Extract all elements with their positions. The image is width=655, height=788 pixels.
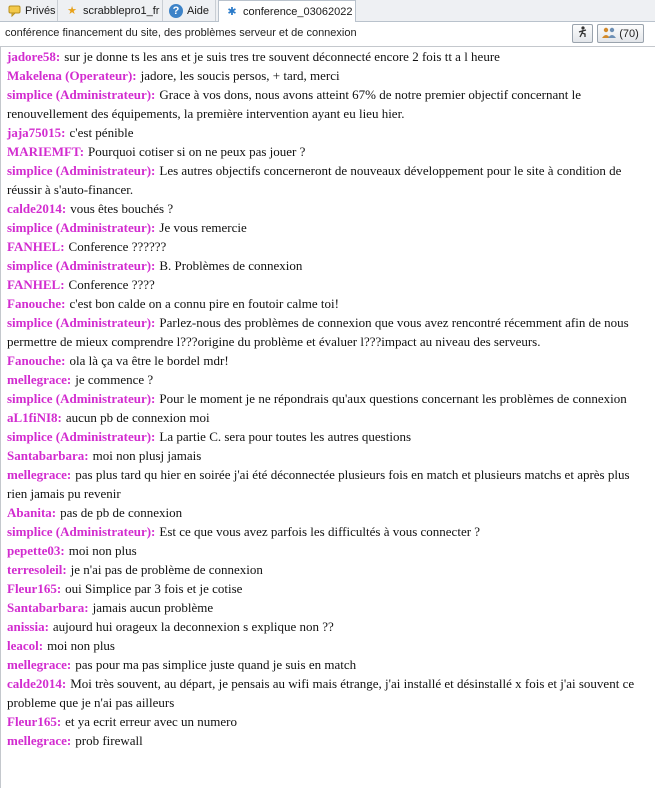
message-text: je n'ai pas de problème de connexion <box>70 562 263 577</box>
chat-message <box>1 275 655 294</box>
message-nick[interactable]: Fanouche: <box>7 353 66 368</box>
chat-message <box>1 66 655 85</box>
message-nick[interactable]: MARIEMFT: <box>7 144 85 159</box>
tab-conference[interactable] <box>218 0 356 22</box>
tab-label: Privés <box>25 4 56 17</box>
message-text: pas plus tard qu hier en soirée j'ai été déconnectée plusieurs fois en match et plusieurs matchs et après plus rien jamais pu revenir <box>7 467 630 501</box>
message-text: Les autres objectifs concerneront de nouveaux développement pour le site à condition de réussir à s'auto-financer. <box>7 163 622 197</box>
message-nick[interactable]: anissia: <box>7 619 49 634</box>
exit-icon <box>577 26 589 41</box>
tab-bar <box>0 0 655 22</box>
message-nick[interactable]: simplice (Administrateur): <box>7 258 156 273</box>
message-text: prob firewall <box>75 733 143 748</box>
message-nick[interactable]: Fleur165: <box>7 581 62 596</box>
tab-help[interactable] <box>164 0 216 21</box>
message-nick[interactable]: simplice (Administrateur): <box>7 524 156 539</box>
message-nick[interactable]: Makelena (Operateur): <box>7 68 137 83</box>
chat-message <box>1 503 655 522</box>
message-nick[interactable]: mellegrace: <box>7 657 72 672</box>
private-chat-icon <box>7 4 21 18</box>
message-nick[interactable]: simplice (Administrateur): <box>7 429 156 444</box>
message-nick[interactable]: terresoleil: <box>7 562 67 577</box>
users-list-button[interactable] <box>597 24 644 43</box>
message-text: Pour le moment je ne répondrais qu'aux questions concernant les problèmes de connexion <box>159 391 627 406</box>
chat-message <box>1 161 655 199</box>
message-nick[interactable]: FANHEL: <box>7 239 65 254</box>
pin-icon: ✱ <box>227 6 237 18</box>
chat-message <box>1 560 655 579</box>
message-text: jamais aucun problème <box>92 600 214 615</box>
leave-button[interactable] <box>572 24 593 43</box>
chat-message <box>1 731 655 750</box>
chat-message <box>1 389 655 408</box>
chat-message <box>1 427 655 446</box>
chat-message <box>1 142 655 161</box>
message-nick[interactable]: FANHEL: <box>7 277 65 292</box>
users-icon <box>602 27 616 41</box>
message-text: moi non plusj jamais <box>92 448 202 463</box>
message-text: pas pour ma pas simplice juste quand je suis en match <box>75 657 357 672</box>
chat-message <box>1 579 655 598</box>
chat-message <box>1 294 655 313</box>
chat-message <box>1 256 655 275</box>
chat-message <box>1 598 655 617</box>
message-text: aucun pb de connexion moi <box>65 410 210 425</box>
chat-message <box>1 47 655 66</box>
message-text: Parlez-nous des problèmes de connexion que vous avez rencontré récemment afin de nous permettre de mieux comprendre l???origine du problème et évaluer l???impact au niveau des serveurs. <box>7 315 629 349</box>
tab-label: conference_03062022 <box>243 5 353 18</box>
chat-message <box>1 237 655 256</box>
message-text: jadore, les soucis persos, + tard, merci <box>140 68 340 83</box>
message-text: Conference ?????? <box>68 239 167 254</box>
message-nick[interactable]: mellegrace: <box>7 372 72 387</box>
message-nick[interactable]: calde2014: <box>7 676 67 691</box>
help-icon: ? <box>169 4 183 18</box>
message-nick[interactable]: Abanita: <box>7 505 57 520</box>
tab-private[interactable] <box>2 0 58 21</box>
message-nick[interactable]: Santabarbara: <box>7 448 89 463</box>
message-nick[interactable]: simplice (Administrateur): <box>7 163 156 178</box>
message-nick[interactable]: Fanouche: <box>7 296 66 311</box>
chat-message <box>1 446 655 465</box>
message-text: vous êtes bouchés ? <box>70 201 174 216</box>
message-text: Est ce que vous avez parfois les difficultés à vous connecter ? <box>159 524 481 539</box>
tab-label: Aide <box>187 4 210 17</box>
message-text: Pourquoi cotiser si on ne peux pas jouer ? <box>88 144 306 159</box>
chat-message <box>1 655 655 674</box>
message-nick[interactable]: mellegrace: <box>7 733 72 748</box>
message-text: Conference ???? <box>68 277 155 292</box>
message-nick[interactable]: simplice (Administrateur): <box>7 391 156 406</box>
chat-message <box>1 522 655 541</box>
message-text: c'est bon calde on a connu pire en foutoir calme toi! <box>69 296 339 311</box>
chat-message <box>1 408 655 427</box>
message-nick[interactable]: simplice (Administrateur): <box>7 87 156 102</box>
chat-message <box>1 636 655 655</box>
message-text: Grace à vos dons, nous avons atteint 67% de notre premier objectif concernant le renouvellement des équipements, la première intervention ayant eu lieu hier. <box>7 87 582 121</box>
message-text: moi non plus <box>47 638 115 653</box>
message-nick[interactable]: calde2014: <box>7 201 67 216</box>
message-text: et ya ecrit erreur avec un numero <box>65 714 237 729</box>
message-text: aujourd hui orageux la deconnexion s explique non ?? <box>52 619 334 634</box>
message-text: sur je donne ts les ans et je suis tres tre souvent déconnecté encore 2 fois tt a l heure <box>64 49 500 64</box>
message-text: oui Simplice par 3 fois et je cotise <box>65 581 243 596</box>
chat-message <box>1 617 655 636</box>
chat-message <box>1 123 655 142</box>
message-text: Moi très souvent, au départ, je pensais au wifi mais étrange, j'ai installé et désinstallé x fois et j'ai souvent ce probleme que je n'ai pas ailleurs <box>7 676 635 710</box>
message-text: La partie C. sera pour toutes les autres questions <box>159 429 412 444</box>
chat-message <box>1 465 655 503</box>
tab-scrabblepro1-fr[interactable] <box>59 0 163 21</box>
message-nick[interactable]: simplice (Administrateur): <box>7 220 156 235</box>
message-text: B. Problèmes de connexion <box>159 258 303 273</box>
message-nick[interactable]: Fleur165: <box>7 714 62 729</box>
message-nick[interactable]: jaja75015: <box>7 125 66 140</box>
chat-message <box>1 199 655 218</box>
message-nick[interactable]: pepette03: <box>7 543 65 558</box>
tab-label: scrabblepro1_fr <box>83 4 160 17</box>
message-text: ola là ça va être le bordel mdr! <box>69 353 229 368</box>
chat-message <box>1 674 655 712</box>
chat-message <box>1 313 655 351</box>
message-text: je commence ? <box>75 372 154 387</box>
channel-topic: conférence financement du site, des problèmes serveur et de connexion <box>5 27 357 39</box>
message-text: pas de pb de connexion <box>60 505 183 520</box>
message-text: c'est pénible <box>69 125 134 140</box>
star-icon: ★ <box>67 5 77 17</box>
chat-log[interactable] <box>0 47 655 788</box>
message-text: moi non plus <box>68 543 137 558</box>
chat-message <box>1 351 655 370</box>
message-text: Je vous remercie <box>159 220 247 235</box>
user-count: (70) <box>619 27 639 40</box>
chat-message <box>1 541 655 560</box>
chat-message <box>1 370 655 389</box>
message-nick[interactable]: aL1fiNI8: <box>7 410 62 425</box>
message-nick[interactable]: mellegrace: <box>7 467 72 482</box>
message-nick[interactable]: Santabarbara: <box>7 600 89 615</box>
topic-bar <box>0 22 655 47</box>
message-nick[interactable]: jadore58: <box>7 49 61 64</box>
message-nick[interactable]: simplice (Administrateur): <box>7 315 156 330</box>
chat-message <box>1 85 655 123</box>
chat-message <box>1 218 655 237</box>
chat-message <box>1 712 655 731</box>
message-nick[interactable]: leacol: <box>7 638 44 653</box>
